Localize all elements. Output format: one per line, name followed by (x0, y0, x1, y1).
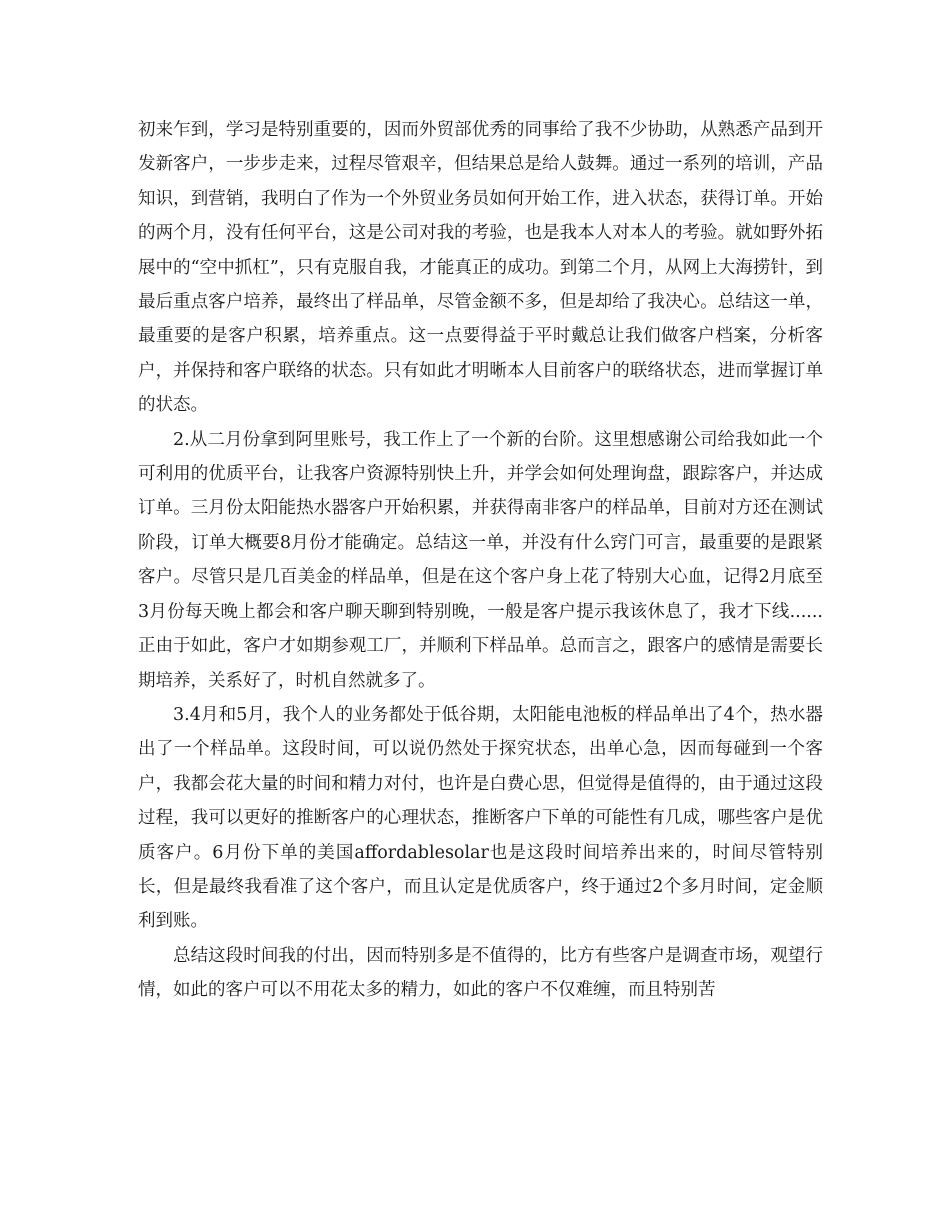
paragraph-2: 2.从二月份拿到阿里账号，我工作上了一个新的台阶。这里想感谢公司给我如此一个可利用的优质平台，让我客户资源特别快上升，并学会如何处理询盘，跟踪客户，并达成订单。三月份太阳能热水器客户开始积累，并获得南非客户的样品单，目前对方还在测试阶段，订单大概要8月份才能确定。总结这一单，并没有什么窍门可言，最重要的是跟紧客户。尽管只是几百美金的样品单，但是在这个客户身上花了特别大心血，记得2月底至3月份每天晚上都会和客户聊天聊到特别晚，一般是客户提示我该休息了，我才下线......正由于如此，客户才如期参观工厂，并顺利下样品单。总而言之，跟客户的感情是需要长期培养，关系好了，时机自然就多了。 (138, 429, 823, 691)
document-body (138, 113, 823, 1008)
paragraph-4: 总结这段时间我的付出，因而特别多是不值得的，比方有些客户是调查市场，观望行情，如此的客户可以不用花太多的精力，如此的客户不仅难缠，而且特别苦 (138, 945, 823, 1001)
paragraph-1: 初来乍到，学习是特别重要的，因而外贸部优秀的同事给了我不少协助，从熟悉产品到开发新客户，一步步走来，过程尽管艰辛，但结果总是给人鼓舞。通过一系列的培训，产品知识，到营销，我明白了作为一个外贸业务员如何开始工作，进入状态，获得订单。开始的两个月，没有任何平台，这是公司对我的考验，也是我本人对本人的考验。就如野外拓展中的“空中抓杠”，只有克服自我，才能真正的成功。到第二个月，从网上大海捞针，到最后重点客户培养，最终出了样品单，尽管金额不多，但是却给了我决心。总结这一单，最重要的是客户积累，培养重点。这一点要得益于平时戴总让我们做客户档案，分析客户，并保持和客户联络的状态。只有如此才明晰本人目前客户的联络状态，进而掌握订单的状态。 (138, 120, 823, 416)
paragraph-3: 3.4月和5月，我个人的业务都处于低谷期，太阳能电池板的样品单出了4个，热水器出了一个样品单。这段时间，可以说仍然处于探究状态，出单心急，因而每碰到一个客户，我都会花大量的时间和精力对付，也许是白费心思，但觉得是值得的，由于通过这段过程，我可以更好的推断客户的心理状态，推断客户下单的可能性有几成，哪些客户是优质客户。6月份下单的美国affordablesolar也是这段时间培养出来的，时间尽管特别长，但是最终我看准了这个客户，而且认定是优质客户，终于通过2个多月时间，定金顺利到账。 (138, 704, 823, 932)
